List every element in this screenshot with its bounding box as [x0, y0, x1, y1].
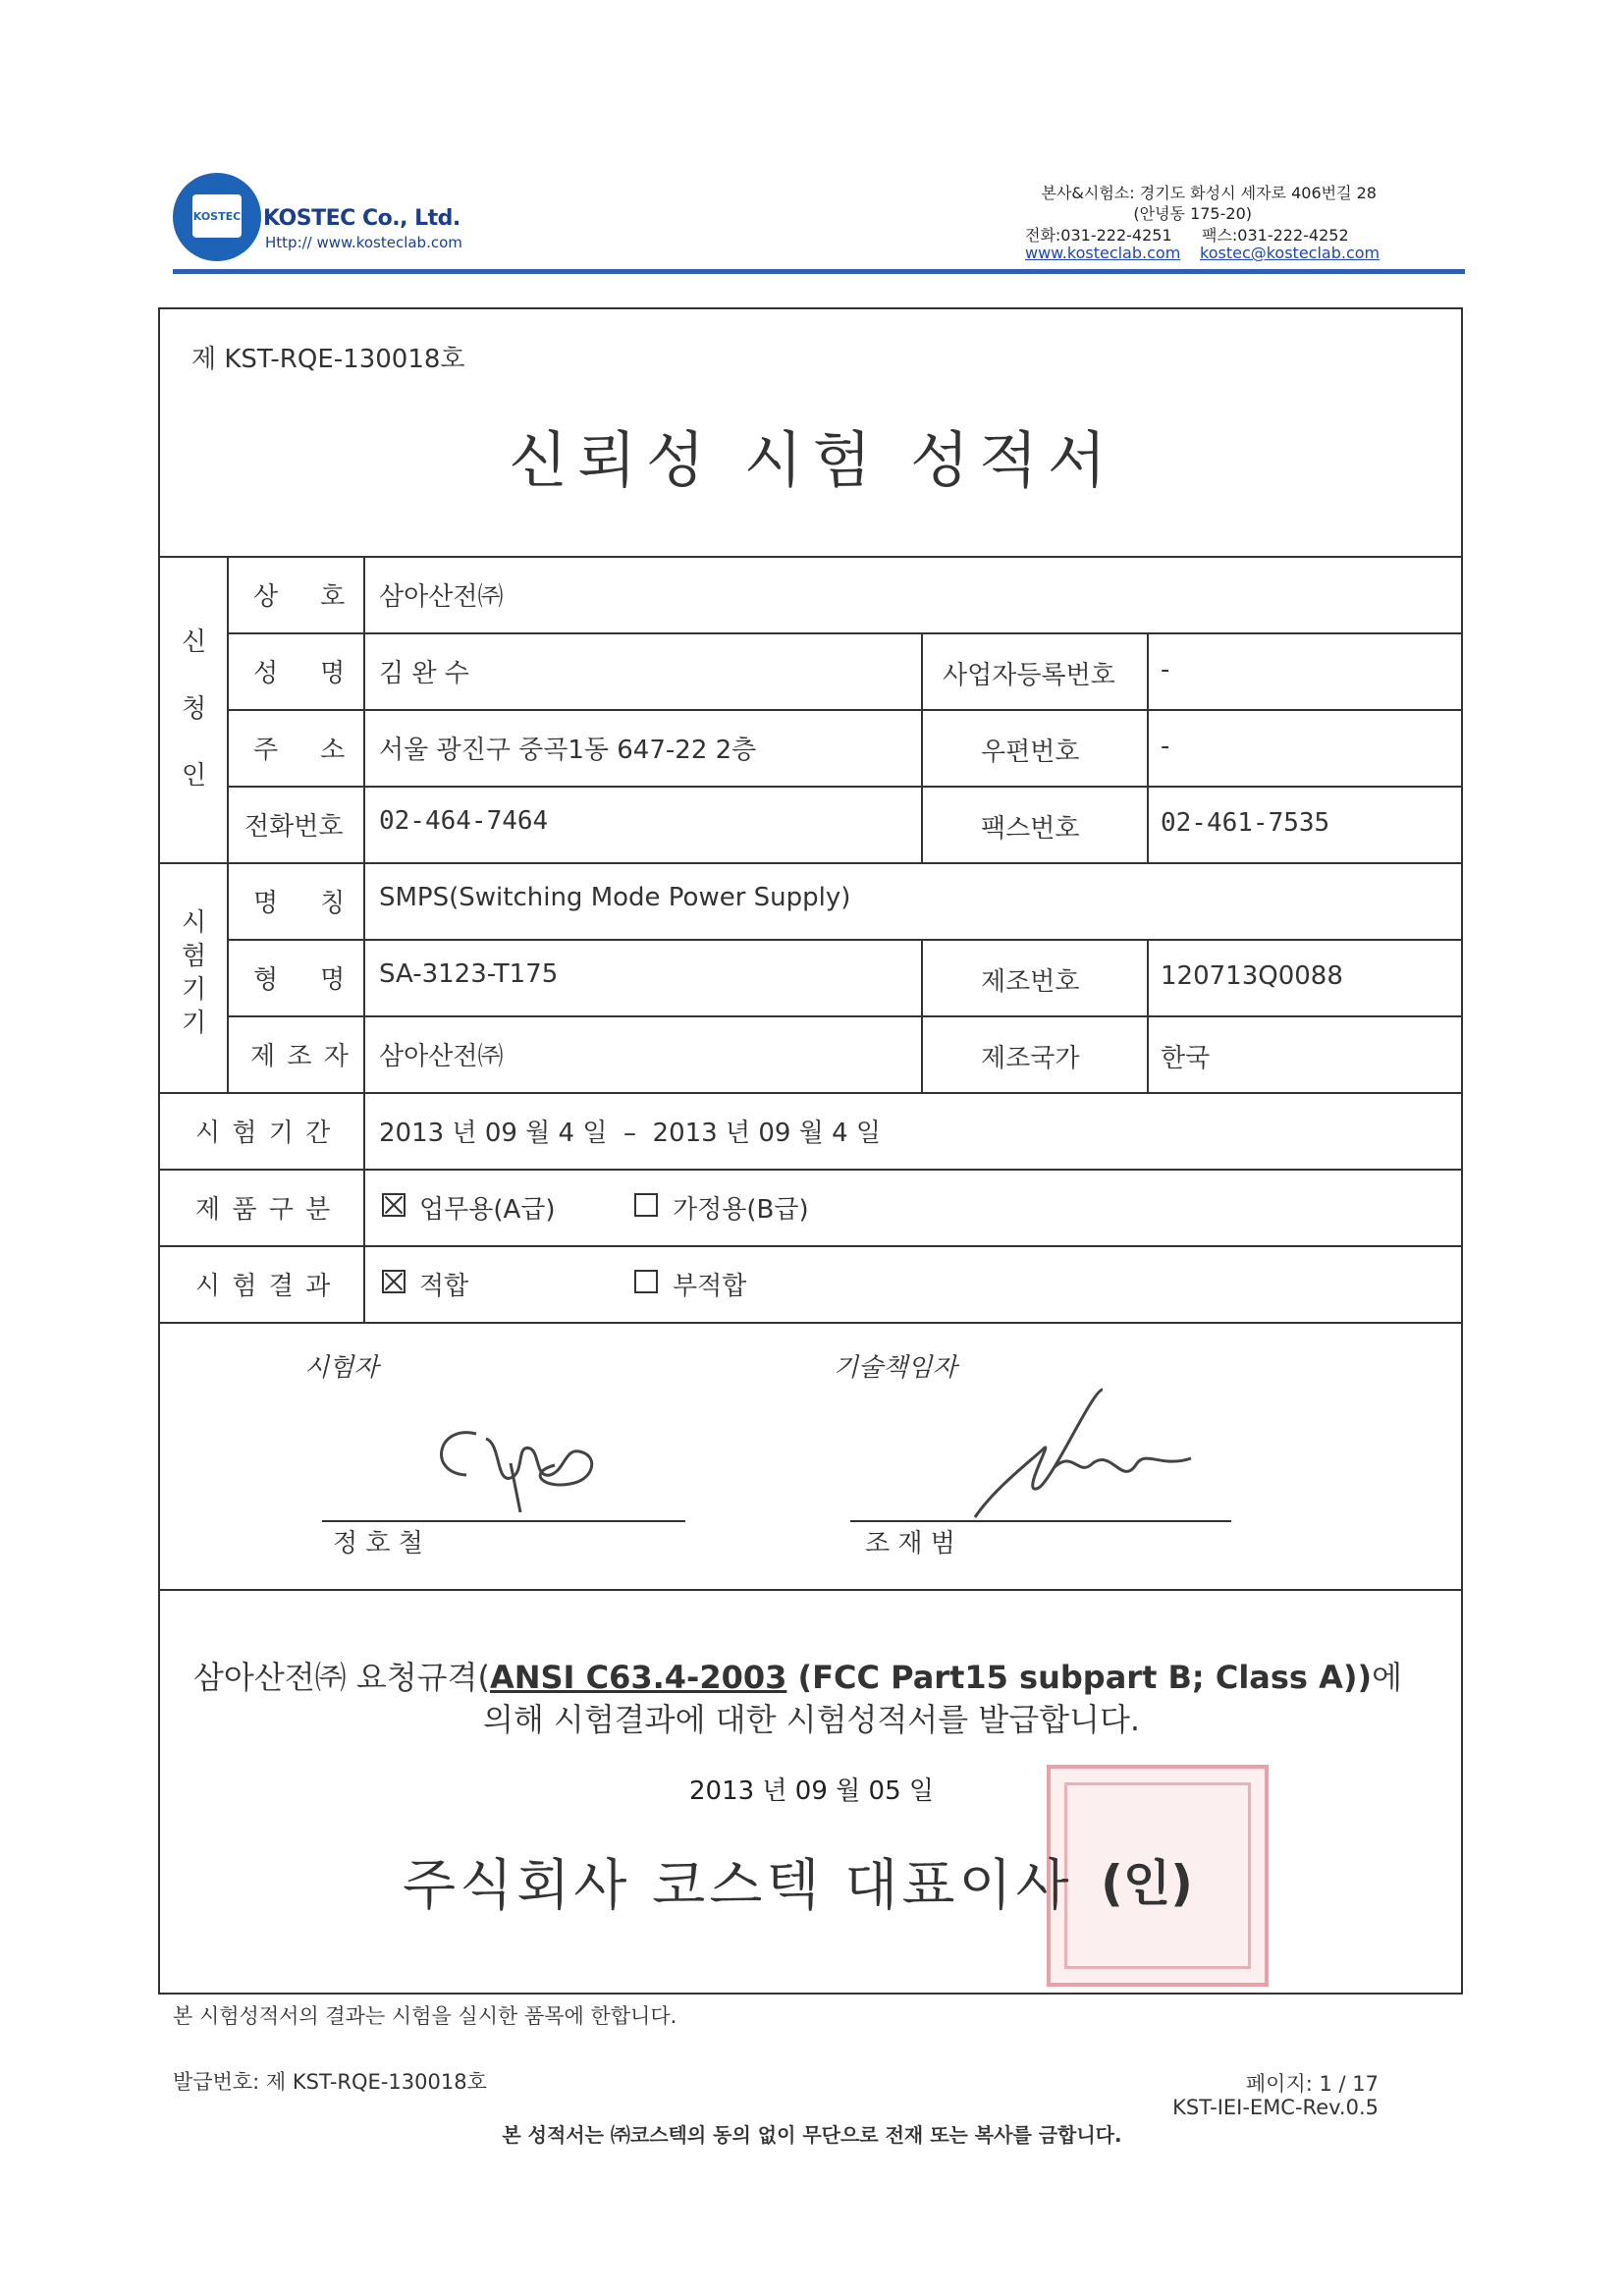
manager-title: 기술책임자	[834, 1353, 957, 1383]
address-value: 서울 광진구 중곡1동 647-22 2층	[379, 736, 757, 765]
class-b-checkbox[interactable]	[634, 1193, 658, 1217]
biz-reg-value: -	[1161, 655, 1170, 684]
address-label: 주 소	[253, 736, 348, 765]
serial-value: 120713Q0088	[1161, 961, 1343, 991]
device-name-value: SMPS(Switching Mode Power Supply)	[379, 883, 851, 912]
class-b-label: 가정용(B급)	[673, 1195, 809, 1225]
model-label: 형 명	[253, 965, 348, 995]
footer-page: 페이지: 1 / 17	[1245, 2072, 1379, 2096]
maker-label: 제 조 자	[250, 1042, 351, 1071]
address-line2: (안녕동 175-20)	[1133, 204, 1252, 223]
tester-sign-line	[322, 1520, 685, 1522]
statement-suffix: 에	[1372, 1659, 1403, 1696]
postal-value: -	[1161, 732, 1170, 761]
footer-copyright: 본 성적서는 ㈜코스텍의 동의 없이 무단으로 전재 또는 복사를 금합니다.	[502, 2123, 1122, 2147]
fail-checkbox[interactable]	[634, 1270, 658, 1293]
brand-name: KOSTEC Co., Ltd.	[263, 206, 460, 231]
maker-value: 삼아산전㈜	[379, 1042, 504, 1071]
phone-value: 02-464-7464	[379, 806, 549, 836]
applicant-group-label-1: 신	[182, 628, 207, 657]
name-label: 성 명	[253, 659, 348, 688]
pass-checkbox[interactable]	[382, 1270, 406, 1293]
device-group-label-3: 기	[182, 975, 207, 1005]
device-group-label-2: 험	[182, 942, 207, 971]
biz-reg-label: 사업자등록번호	[943, 661, 1115, 690]
issuer-name: 주식회사 코스텍 대표이사	[403, 1854, 1073, 1918]
address-line1: 본사&시험소: 경기도 화성시 세자로 406번길 28	[1041, 184, 1377, 202]
tester-name: 정 호 철	[333, 1529, 423, 1558]
class-a-checkbox[interactable]	[382, 1193, 406, 1217]
applicant-group-label-2: 청	[182, 694, 207, 724]
document-title: 신뢰성 시험 성적서	[509, 424, 1116, 496]
phone-label: 전화번호	[244, 812, 344, 842]
statement-line2: 의해 시험결과에 대한 시험성적서를 발급합니다.	[482, 1701, 1141, 1738]
statement-prefix: 삼아산전㈜ 요청규격(	[193, 1659, 490, 1696]
postal-label: 우편번호	[981, 738, 1080, 767]
company-label: 상 호	[253, 582, 348, 612]
class-a-label: 업무용(A급)	[419, 1195, 556, 1225]
footer-form-code: KST-IEI-EMC-Rev.0.5	[1172, 2096, 1379, 2119]
header-phone: 전화:031-222-4251	[1025, 226, 1172, 245]
tester-title: 시험자	[304, 1353, 379, 1383]
fail-label: 부적합	[673, 1272, 747, 1301]
fax-label: 팩스번호	[981, 814, 1080, 844]
company-value: 삼아산전㈜	[379, 582, 504, 612]
brand-url: Http:// www.kosteclab.com	[265, 234, 462, 251]
device-group-label-1: 시	[182, 908, 207, 938]
footer-issue-no: 발급번호: 제 KST-RQE-130018호	[173, 2070, 487, 2094]
manager-name: 조 재 범	[865, 1529, 955, 1558]
email-link[interactable]: kostec@kosteclab.com	[1200, 244, 1380, 262]
header-fax: 팩스:031-222-4252	[1202, 226, 1349, 245]
device-group-label-4: 기	[182, 1009, 207, 1038]
certificate-frame	[158, 307, 1463, 1995]
country-value: 한국	[1161, 1044, 1211, 1073]
country-label: 제조국가	[981, 1044, 1080, 1073]
issue-date: 2013 년 09 월 05 일	[688, 1777, 934, 1806]
test-period-value: 2013 년 09 월 4 일 – 2013 년 09 월 4 일	[379, 1119, 881, 1148]
statement-line1	[193, 1653, 1402, 1698]
company-logo	[173, 173, 261, 261]
model-value: SA-3123-T175	[379, 959, 559, 989]
fax-value: 02-461-7535	[1161, 808, 1330, 838]
footer-note: 본 시험성적서의 결과는 시험을 실시한 품목에 한합니다.	[173, 2004, 677, 2028]
device-name-label: 명 칭	[253, 889, 348, 918]
statement-middle: (FCC Part15 subpart B; Class A))	[786, 1659, 1373, 1696]
applicant-group-label-3: 인	[182, 761, 207, 791]
statement-standard: ANSI C63.4-2003	[489, 1659, 787, 1696]
name-value: 김 완 수	[379, 659, 469, 688]
document-number: 제 KST-RQE-130018호	[191, 345, 465, 374]
test-period-label: 시 험 기 간	[195, 1119, 333, 1148]
logo-mark: KOSTEC	[192, 194, 242, 238]
seal-mark: (인)	[1101, 1855, 1194, 1912]
manager-sign-line	[850, 1520, 1231, 1522]
manager-signature	[965, 1380, 1220, 1527]
header-rule	[173, 269, 1465, 274]
website-link[interactable]: www.kosteclab.com	[1025, 244, 1181, 262]
tester-signature	[417, 1404, 633, 1512]
serial-label: 제조번호	[981, 967, 1080, 997]
test-result-label: 시 험 결 과	[195, 1272, 333, 1301]
product-class-label: 제 품 구 분	[195, 1195, 333, 1225]
pass-label: 적합	[419, 1272, 469, 1301]
